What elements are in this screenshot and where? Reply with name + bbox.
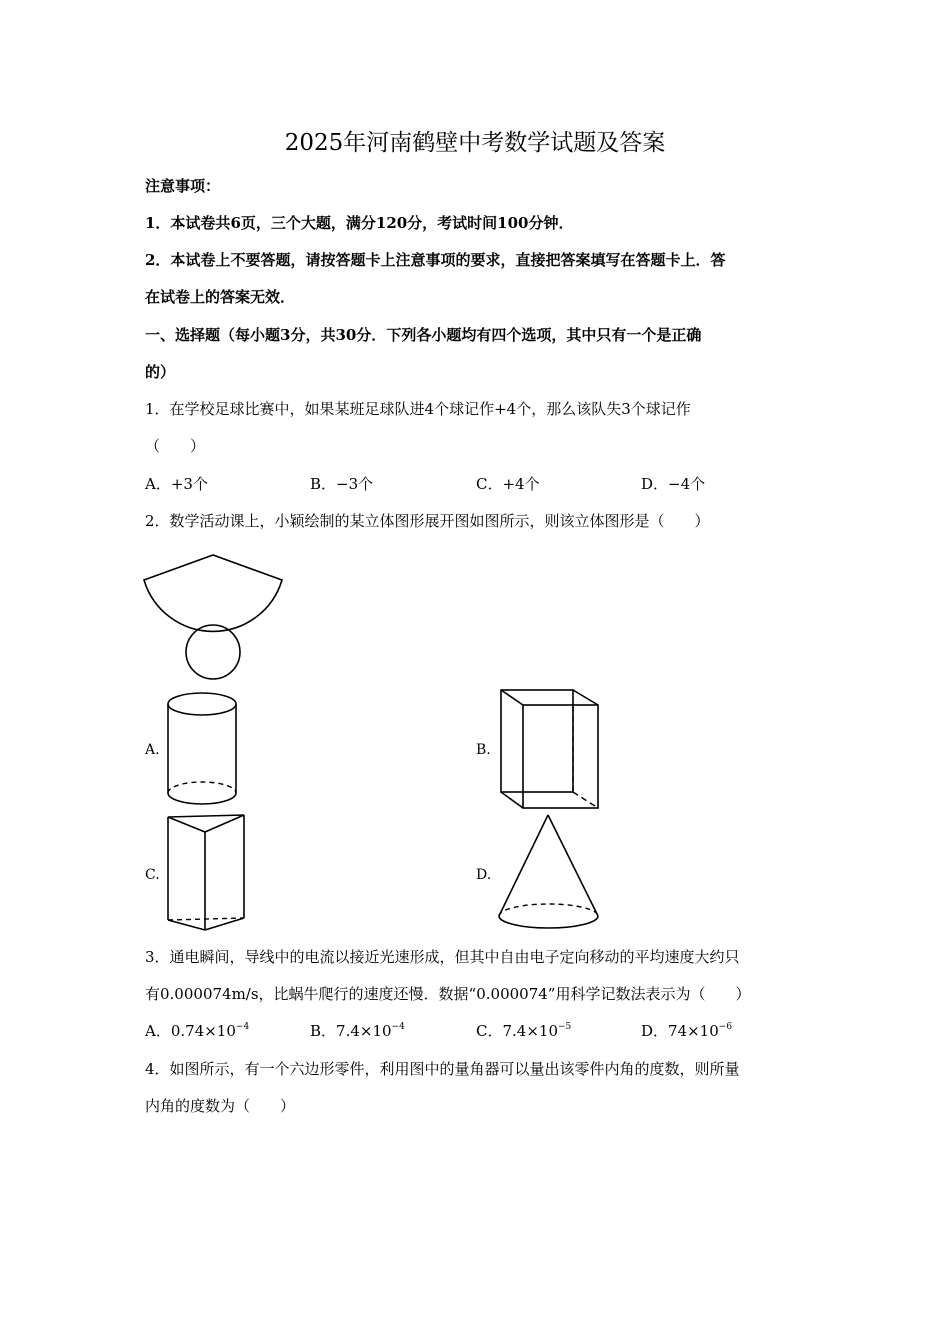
question-3-stem-line-2: 有0.000074m/s，比蜗牛爬行的速度还慢．数据“0.000074”用科学记数法表示为（ ） [145,985,751,1003]
option-label: D． [641,1022,669,1040]
option-label: A． [145,1022,171,1040]
question-1-option-b: B．−3个 [310,475,374,493]
option-base: 7.4×10 [336,1022,392,1040]
question-4-stem-line-2: 内角的度数为（ ） [145,1097,296,1115]
question-2-option-a-label: A. [145,742,160,758]
option-exponent: −6 [718,1022,733,1032]
option-exponent: −4 [391,1022,405,1032]
question-2-option-c-label: C. [145,867,160,883]
question-2-option-b-label: B. [476,742,491,758]
question-1-stem-line-2: （ ） [145,437,206,455]
question-1-option-d: D．−4个 [641,475,706,493]
section-heading-line-1: 一、选择题（每小题3分，共30分．下列各小题均有四个选项，其中只有一个是正确 [145,326,702,344]
option-exponent: −4 [235,1022,250,1032]
notice-item-2-line-2: 在试卷上的答案无效． [145,288,296,306]
cuboid-figure [496,686,606,814]
question-1-stem-line-1: 1．在学校足球比赛中，如果某班足球队进4个球记作+4个，那么该队失3个球记作 [145,400,691,418]
question-4-stem-line-1: 4．如图所示，有一个六边形零件，利用图中的量角器可以量出该零件内角的度数，则所量 [145,1060,740,1078]
question-3-option-a [145,1021,249,1041]
question-2-stem: 2．数学活动课上，小颖绘制的某立体图形展开图如图所示，则该立体图形是（ ） [145,512,710,530]
notice-item-2-line-1: 2．本试卷上不要答题，请按答题卡上注意事项的要求，直接把答案填写在答题卡上．答 [145,251,726,269]
option-exponent: −5 [558,1022,572,1032]
question-1-option-a: A．+3个 [145,475,208,493]
question-2-option-d-label: D. [476,867,492,883]
notice-heading: 注意事项： [145,177,221,195]
cone-figure [496,810,602,934]
section-heading-line-2: 的） [145,363,176,381]
net-figure [140,555,290,685]
triangular-prism-figure [162,810,252,936]
question-3-option-c [476,1021,571,1041]
question-3-stem-line-1: 3．通电瞬间，导线中的电流以接近光速形成，但其中自由电子定向移动的平均速度大约只 [145,948,740,966]
notice-item-1: 1．本试卷共6页，三个大题，满分120分，考试时间100分钟． [145,214,574,232]
page-title: 2025年河南鹤壁中考数学试题及答案 [284,130,666,156]
question-3-option-b [310,1021,405,1041]
option-label: B． [310,1022,337,1040]
cylinder-figure [162,692,242,808]
option-base: 74×10 [668,1022,719,1040]
question-3-option-d [641,1021,732,1041]
option-base: 7.4×10 [502,1022,558,1040]
option-label: C． [476,1022,503,1040]
question-1-option-c: C．+4个 [476,475,540,493]
option-base: 0.74×10 [170,1022,236,1040]
